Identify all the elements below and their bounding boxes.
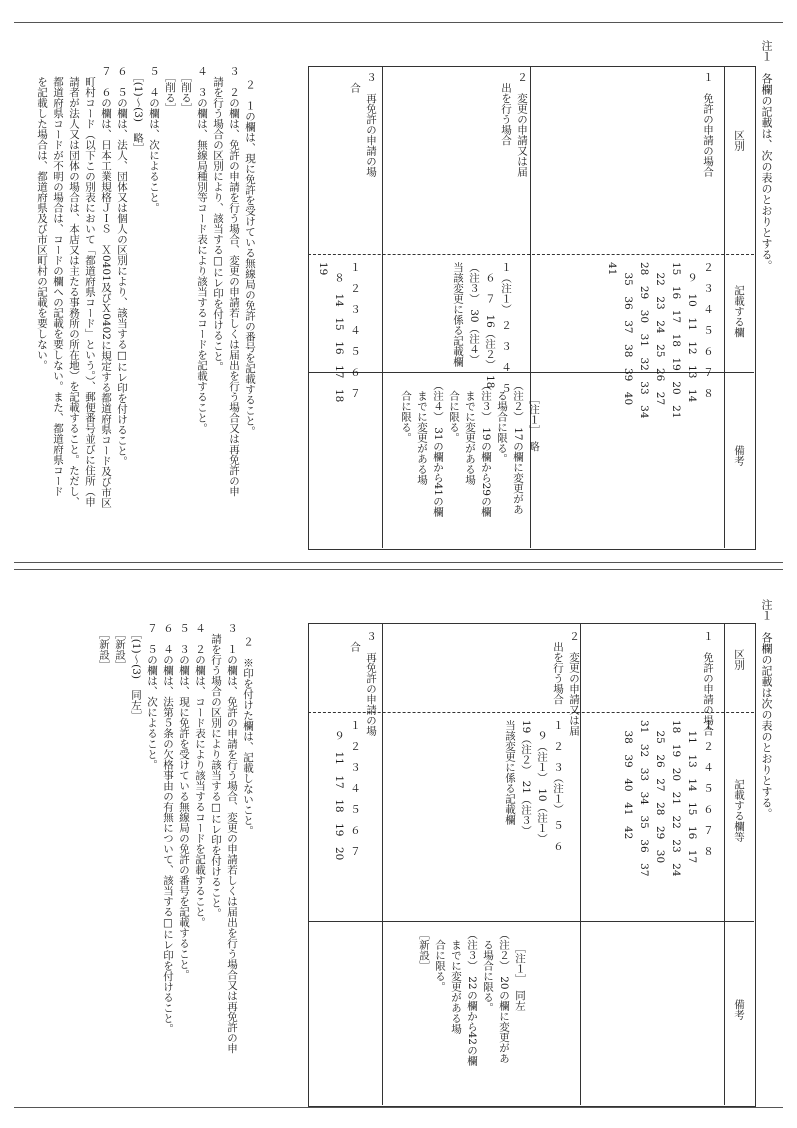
text-line: までに変更がある場: [464, 380, 476, 485]
text-line: る場合に限る。: [496, 380, 508, 464]
text-line: ５ ４の欄は、次によること。: [148, 66, 160, 213]
top-row2-kisai-line: 当該変更に係る記載欄: [452, 262, 464, 367]
bottom-notes: [80, 623, 272, 1103]
top-row1-kisai-line: 35 36 37 38 39 40: [622, 262, 634, 406]
top-row3-kisai-line: ８ 14 15 16 17 18: [333, 262, 345, 403]
bottom-col-div-2: [308, 921, 754, 922]
top-table-title: 注１ 各欄の記載は、次の表のとおりとする。: [760, 40, 773, 271]
text-line: ６ ５の欄は、法人、団体又は個人の区別により、該当する□にレ印を付けること。: [116, 66, 128, 467]
text-line: ［新設］: [98, 623, 110, 671]
text-line: 合に限る。: [434, 929, 446, 992]
bottom-row1-kisai-line: 11 13 14 15 16 17: [686, 720, 698, 864]
text-line: ［新設］: [114, 623, 126, 671]
top-col-div-1: [308, 254, 754, 255]
bottom-row1-kisai-line: １ ２ ４ ５ ６ ７ ８: [702, 720, 714, 857]
bottom-header-sep: [724, 623, 725, 1105]
text-line: ［新設］: [418, 929, 430, 971]
text-line: 請を行う場合の区別により、該当する□にレ印を付けること。: [212, 66, 224, 372]
top-row1-kisai-line: 41: [606, 262, 618, 276]
bottom-row-sep-2: [382, 623, 383, 1105]
bottom-section: [0, 569, 797, 1107]
bottom-row1-kisai-line: 31 32 33 34 35 36 37: [638, 720, 650, 877]
bottom-biko: [400, 929, 544, 1099]
top-header-sep: [724, 66, 725, 548]
bottom-row3-kisai-line: １ ２ ３ ４ ５ ６ ７: [349, 720, 361, 857]
top-section: [0, 0, 797, 562]
bottom-row2-kubun: ２ 変更の申請又は届 出を行う場合: [552, 631, 580, 736]
top-row3-kisai-line: 19: [317, 262, 329, 276]
top-header-kubun: 区別: [733, 130, 745, 151]
text-line: ２ ※印を付けた欄は、記載しないこと。: [242, 636, 254, 836]
text-line: ４ ２の欄は、コード表により該当するコードを記載すること。: [194, 623, 206, 928]
text-line: ［(1)～(3) 略］: [132, 66, 144, 154]
text-line: 町村コード（以下この別表において「都道府県コード」という。）、郵便番号並びに住所（申: [84, 66, 96, 507]
text-line: ７ ６の欄は、日本工業規格ＪＩＳ Ｘ0401及びＸ0402に規定する都道府県コード及び市区: [100, 66, 112, 508]
text-line: ３ １の欄は、免許の申請を行う場合、変更の申請若しくは届出を行う場合又は再免許の申: [226, 623, 238, 1054]
text-line: ［削る］: [180, 66, 192, 114]
top-row1-kubun: １ 免許の申請の場合: [702, 72, 714, 177]
text-line: までに変更がある場: [450, 929, 462, 1034]
middle-rule-upper: [14, 562, 783, 563]
text-line: 請を行う場合の区別により該当する□にレ印を付けること。: [210, 623, 222, 919]
top-row1-kisai-line: 22 23 24 25 26 27: [654, 262, 666, 406]
top-row2-kisai-line: （注３） 30（注４）: [468, 262, 480, 365]
text-line: 合に限る。: [400, 380, 412, 443]
top-row2-kisai-line: ６ ７ 16（注２） 18: [484, 262, 496, 389]
bottom-header-kisai: 記載する欄等: [733, 779, 745, 842]
top-row1-kisai-line: 28 29 30 31 32 33 34: [638, 262, 650, 419]
text-line: （注２） 20の欄に変更があ: [498, 929, 510, 1064]
bottom-row1-kisai-line: 25 26 27 28 29 30: [654, 720, 666, 864]
bottom-row2-kisai-line: １ ２ ３（注１） ５ ６: [552, 720, 564, 852]
bottom-row2-kisai-line: 当該変更に係る記載欄: [504, 720, 516, 825]
text-line: ［注１］ 略: [528, 393, 540, 452]
text-line: 請者が法人又は団体の場合は、本店又は主たる事務所の所在地）を記載すること。ただし、: [68, 66, 80, 507]
text-line: ［(1)～(3) 同左］: [130, 623, 142, 721]
text-line: ７ ５の欄は、次によること。: [146, 623, 158, 770]
text-line: ［注１］ 同左: [514, 942, 526, 1011]
top-biko: [382, 380, 558, 545]
top-row2-kisai-line: １（注１） ２ ３ ４ ５: [500, 262, 512, 394]
top-row1-kisai-line: ２ ３ ４ ５ ６ ７ ８: [702, 262, 714, 399]
bottom-row1-kisai-line: 38 39 40 41 42: [622, 720, 634, 840]
text-line: る場合に限る。: [482, 929, 494, 1013]
text-line: ４ ３の欄は、無線局種別等コード表により該当するコードを記載すること。: [196, 66, 208, 434]
bottom-row3-kubun: ３ 再免許の申請の場 合: [349, 631, 377, 736]
bottom-row2-kisai-line: ９（注１） 10（注１）: [536, 720, 548, 844]
text-line: ２ １の欄は、現に免許を受けている無線局の免許の番号を記載すること。: [244, 79, 256, 437]
text-line: ６ ４の欄は、法第５条の欠格事由の有無について、該当する□にレ印を付けること。: [162, 623, 174, 1034]
text-line: ３ ２の欄は、免許の申請を行う場合、変更の申請若しくは届出を行う場合又は再免許の申: [228, 66, 240, 497]
bottom-header-kubun: 区別: [733, 649, 745, 670]
text-line: （注３） 19の欄から29の欄: [480, 380, 492, 517]
text-line: 都道府県コードが不明の場合は、コードの欄への記載を要しない。また、都道府県コード: [52, 66, 64, 497]
text-line: （注４） 31の欄から41の欄: [432, 380, 444, 517]
text-line: ［削る］: [164, 66, 176, 114]
bottom-row1-kubun: １ 免許の申請の場合: [702, 631, 714, 736]
bottom-table-title: 注１ 各欄の記載は次の表のとおりとする。: [760, 599, 773, 819]
bottom-row2-kisai-line: 19（注２） 21（注３）: [520, 720, 532, 836]
top-row3-kisai-line: １ ２ ３ ４ ５ ６ ７: [349, 262, 361, 399]
bottom-header-biko: 備考: [733, 999, 745, 1020]
top-notes: [18, 66, 274, 556]
top-row1-kisai-line: ９ 10 11 12 13 14: [686, 262, 698, 403]
top-header-biko: 備考: [733, 445, 745, 466]
text-line: 合に限る。: [448, 380, 460, 443]
bottom-row1-kisai-line: 18 19 20 21 22 23 24: [670, 720, 682, 877]
text-line: （注３） 22の欄から42の欄: [466, 929, 478, 1066]
text-line: （注２） 17の欄に変更があ: [512, 380, 524, 515]
top-row3-kubun: ３ 再免許の申請の場 合: [349, 72, 377, 177]
text-line: を記載した場合は、都道府県及び市区町村の記載を要しない。: [36, 66, 48, 371]
bottom-rule: [14, 1107, 783, 1108]
text-line: ５ ３の欄は、現に免許を受けている無線局の免許の番号を記載すること。: [178, 623, 190, 980]
top-row1-kisai-line: 15 16 17 18 19 20 21: [670, 262, 682, 419]
top-row2-kubun: ２ 変更の申請又は届 出を行う場合: [500, 72, 528, 177]
text-line: までに変更がある場: [416, 380, 428, 485]
top-header-kisai: 記載する欄: [733, 285, 745, 338]
bottom-row3-kisai-line: ９ 11 17 18 19 20: [333, 720, 345, 861]
